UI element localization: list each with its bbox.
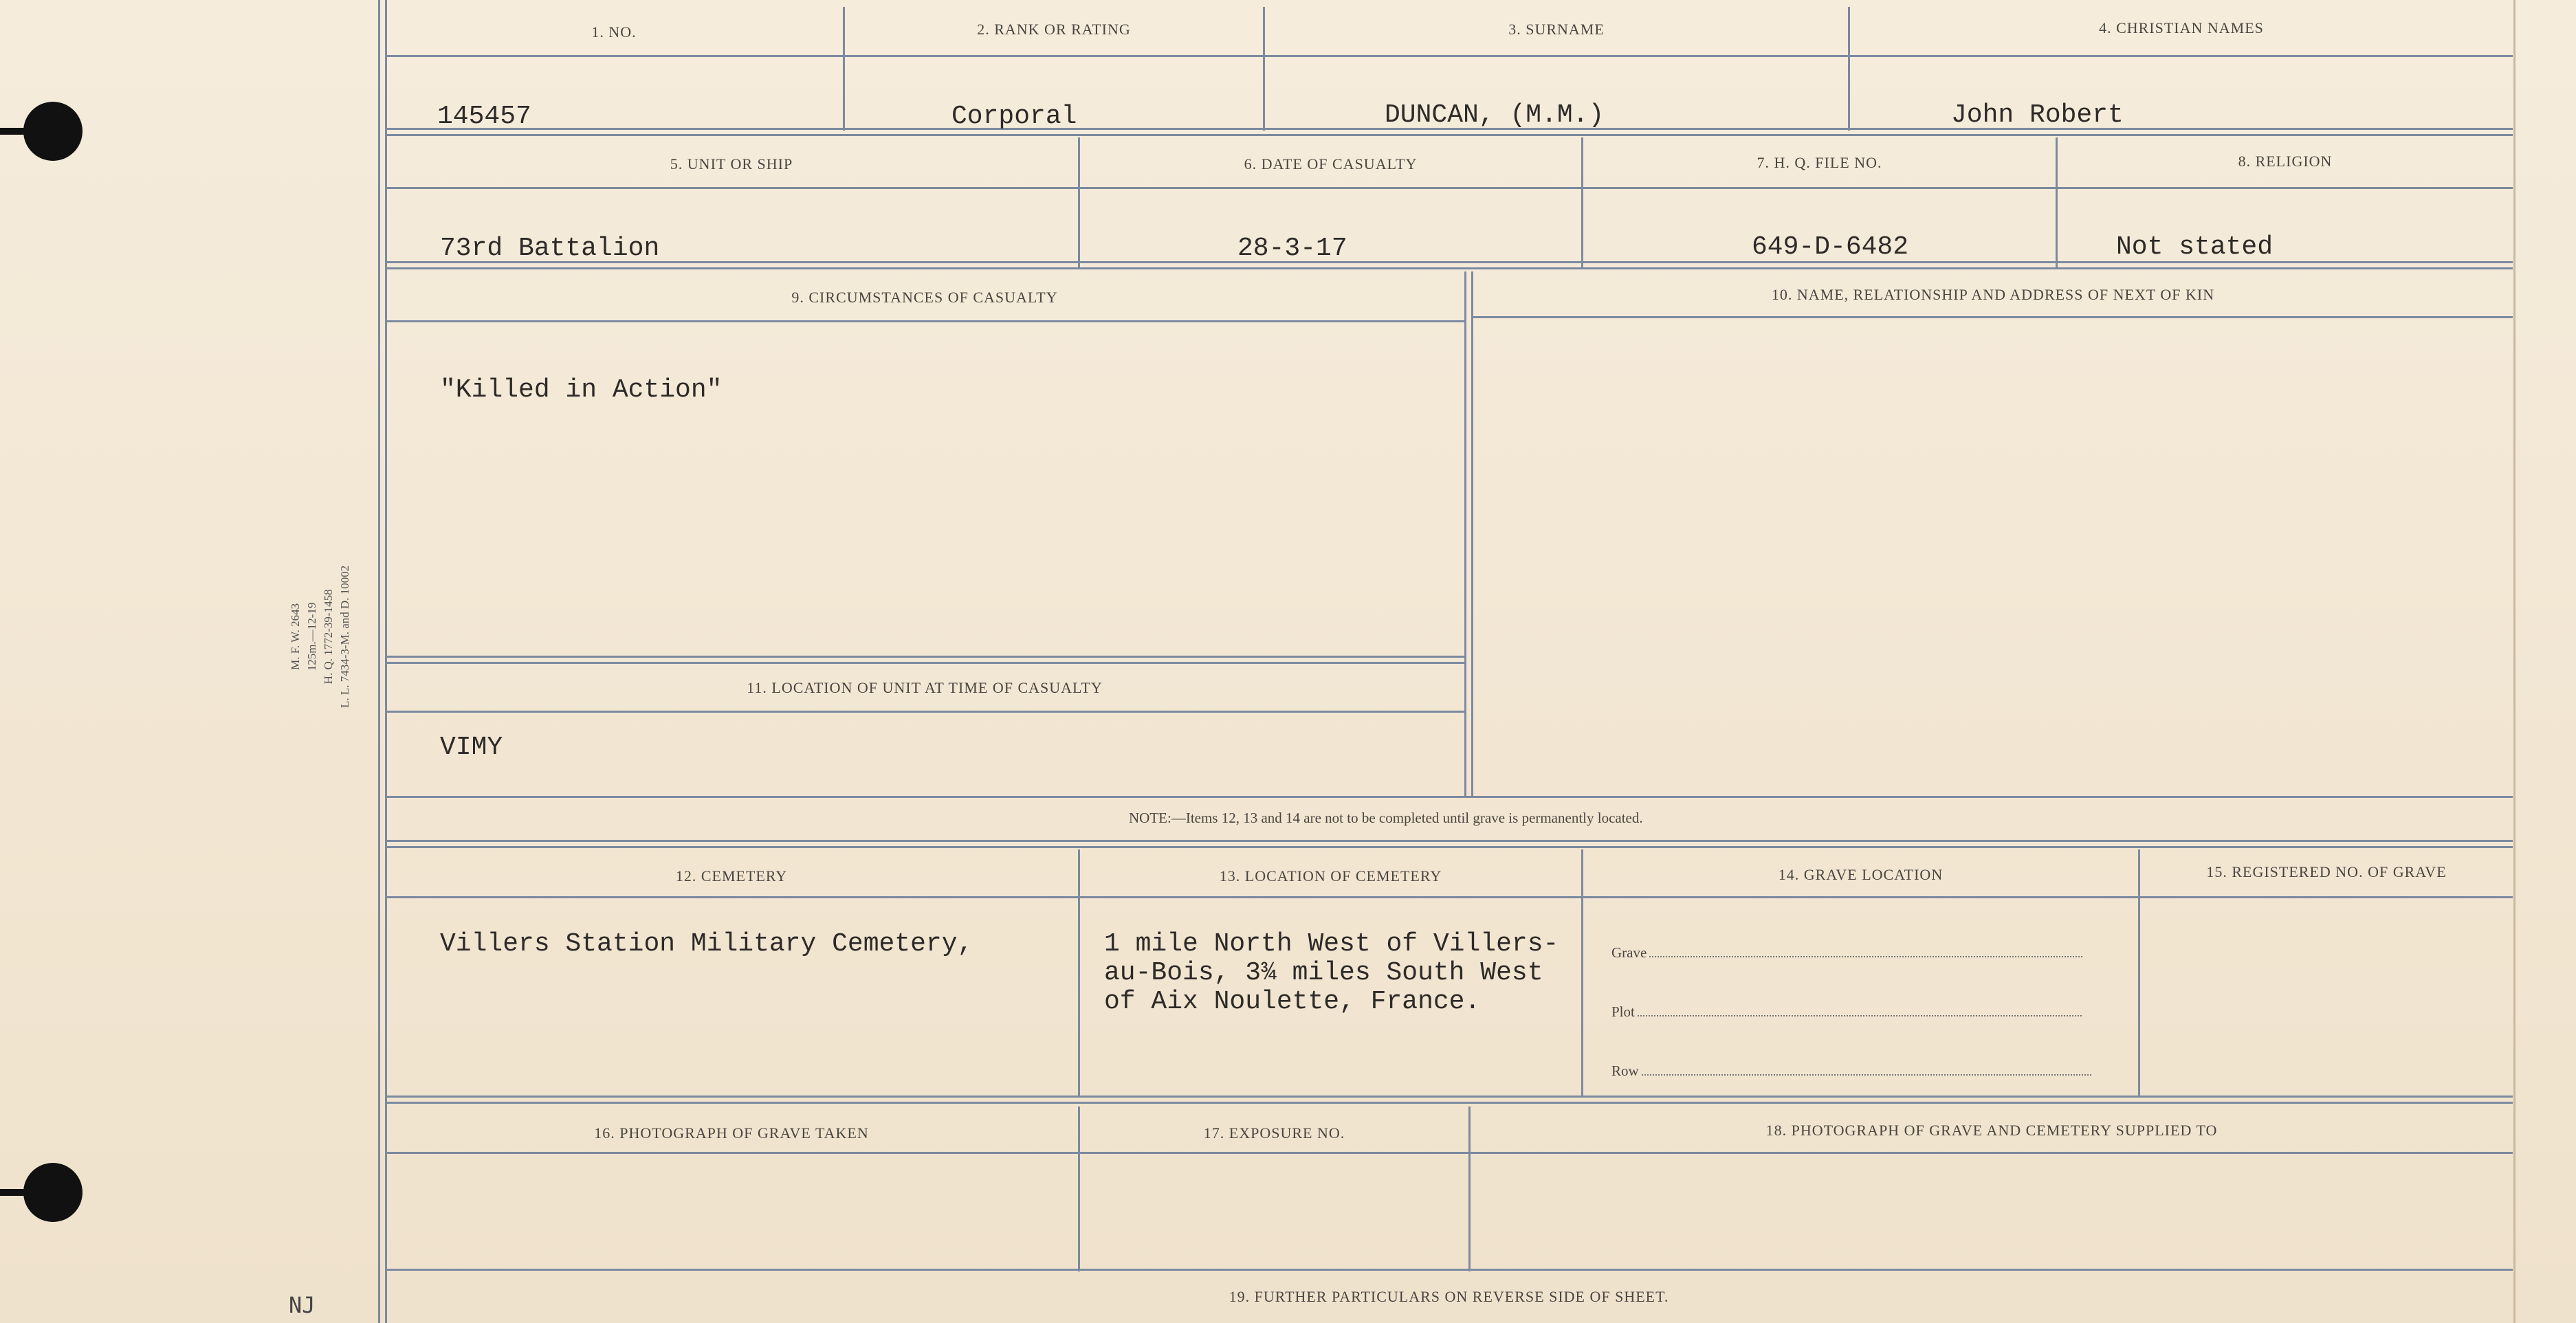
field-label-exposure: 17. EXPOSURE NO. — [1203, 1124, 1345, 1142]
field-label-unit: 5. UNIT OR SHIP — [670, 155, 793, 173]
value-circumstances: "Killed in Action" — [440, 375, 723, 405]
grave-field — [1611, 944, 2082, 961]
plot-field — [1611, 1003, 2082, 1021]
field-label-grave-location: 14. GRAVE LOCATION — [1778, 866, 1944, 883]
note-bottom-line — [385, 840, 2513, 848]
field-label-registered-no: 15. REGISTERED NO. OF GRAVE — [2206, 863, 2447, 880]
field-label-next-of-kin: 10. NAME, RELATIONSHIP AND ADDRESS OF NEXT OF KIN — [1771, 286, 2215, 303]
form-reference-line: 125m.—12-19 — [305, 602, 318, 671]
row11-label-line — [385, 711, 1464, 713]
field-label-surname: 3. SURNAME — [1508, 21, 1605, 38]
value-cemetery: Villers Station Military Cemetery, — [440, 929, 973, 959]
value-location-cemetery-line1: 1 mile North West of Villers- — [1104, 929, 1559, 959]
grave-field-label: Grave — [1611, 944, 1647, 961]
row1-label-line — [385, 55, 2513, 57]
binder-hole-bottom — [23, 1163, 82, 1222]
field-label-religion: 8. RELIGION — [2238, 153, 2333, 170]
field-label-further: 19. FURTHER PARTICULARS ON REVERSE SIDE OF SHEET. — [1229, 1288, 1669, 1305]
value-hq-file: 649-D-6482 — [1752, 232, 1909, 262]
plot-field-label: Plot — [1611, 1003, 1635, 1020]
field-label-circumstances: 9. CIRCUMSTANCES OF CASUALTY — [791, 289, 1058, 306]
field-label-date: 6. DATE OF CASUALTY — [1244, 155, 1418, 173]
value-no: 145457 — [437, 102, 531, 131]
form-reference-line: H. Q. 1772-39-1458 — [322, 589, 335, 685]
form-reference-line: M. F. W. 2643 — [289, 603, 302, 670]
value-date: 28-3-17 — [1237, 234, 1347, 263]
field-label-christian-names: 4. CHRISTIAN NAMES — [2099, 19, 2264, 36]
value-location-cemetery-line3: of Aix Noulette, France. — [1104, 987, 1481, 1016]
value-unit: 73rd Battalion — [440, 234, 660, 263]
field-label-no: 1. NO. — [591, 23, 637, 41]
row2-bottom-line — [385, 261, 2513, 269]
value-religion: Not stated — [2116, 232, 2274, 262]
row11-top-line — [385, 656, 1464, 664]
form-reference-line: L. L. 7434-3-M. and D. 10002 — [338, 565, 351, 708]
frame-left-border — [378, 0, 380, 1323]
row5-label-line — [385, 1152, 2513, 1154]
form-reference — [287, 566, 353, 708]
field-label-rank: 2. RANK OR RATING — [977, 21, 1131, 38]
value-location-unit: VIMY — [440, 733, 503, 762]
binder-hole-top — [23, 102, 82, 161]
row3-label-line — [385, 320, 1464, 322]
row-field — [1611, 1063, 2091, 1080]
note-top-line — [385, 796, 2513, 798]
divider — [1464, 271, 1466, 797]
value-surname: DUNCAN, (M.M.) — [1385, 100, 1605, 130]
field-label-cemetery: 12. CEMETERY — [675, 867, 788, 885]
divider — [2138, 849, 2140, 1097]
divider — [1581, 849, 1583, 1097]
value-christian-names: John Robert — [1951, 100, 2124, 130]
nj-mark: NJ — [289, 1292, 316, 1318]
row2-label-line — [385, 187, 2513, 189]
row3-label-line-right — [1473, 316, 2513, 318]
divider — [1078, 849, 1080, 1097]
field-label-photo-taken: 16. PHOTOGRAPH OF GRAVE TAKEN — [594, 1124, 869, 1142]
field-label-location-unit: 11. LOCATION OF UNIT AT TIME OF CASUALTY — [747, 679, 1103, 696]
row4-label-line — [385, 896, 2513, 898]
row5-bottom-line — [385, 1269, 2513, 1271]
value-location-cemetery-line2: au-Bois, 3¾ miles South West — [1104, 958, 1543, 988]
row4-bottom-line — [385, 1096, 2513, 1104]
field-label-location-cemetery: 13. LOCATION OF CEMETERY — [1219, 867, 1442, 885]
note-text: NOTE:—Items 12, 13 and 14 are not to be completed until grave is permanently located. — [1129, 810, 1643, 826]
field-label-hq-file: 7. H. Q. FILE NO. — [1757, 154, 1882, 171]
row-field-label: Row — [1611, 1063, 1639, 1079]
field-label-photo-supplied: 18. PHOTOGRAPH OF GRAVE AND CEMETERY SUPPLIED TO — [1765, 1122, 2218, 1139]
value-rank: Corporal — [951, 102, 1077, 131]
divider — [1471, 271, 1473, 797]
frame-right-border — [2513, 0, 2516, 1323]
